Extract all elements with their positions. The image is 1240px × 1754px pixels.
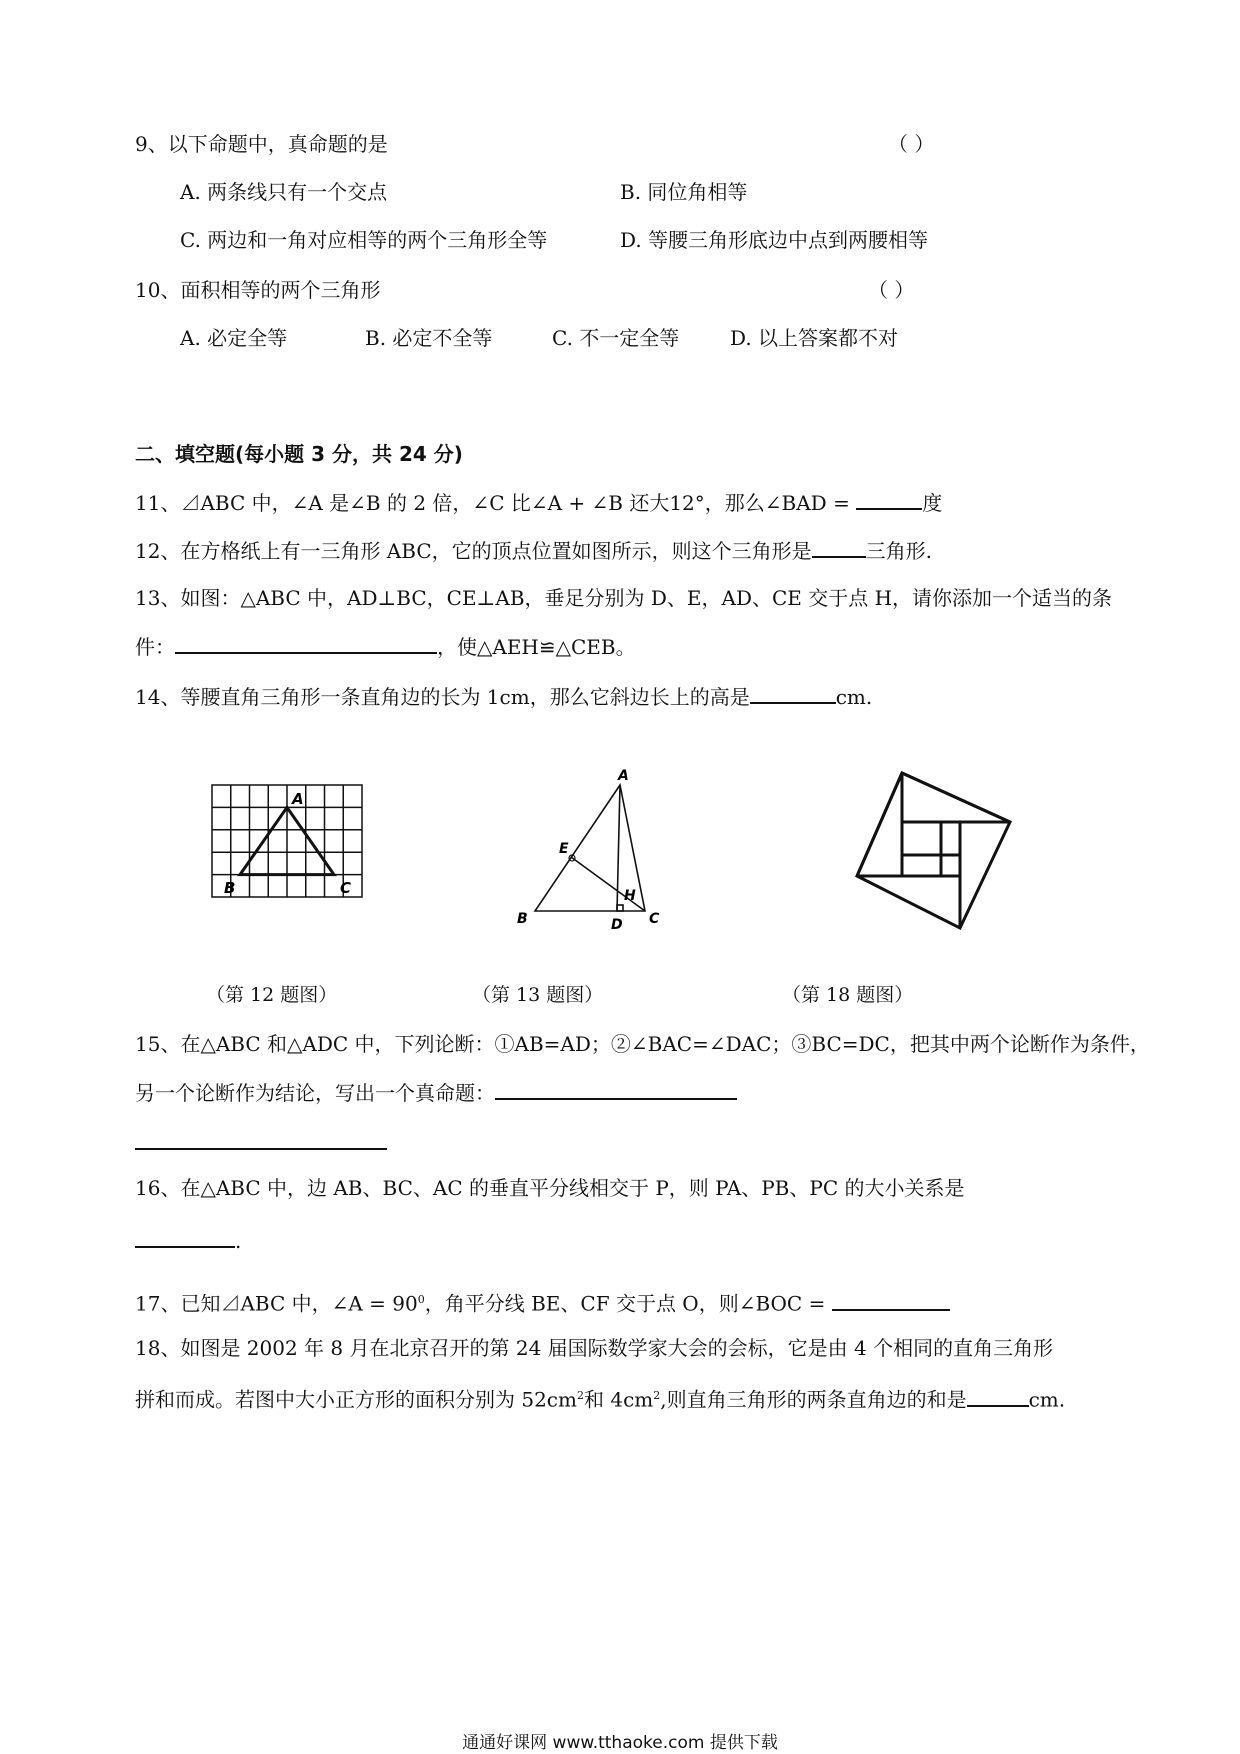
q9-option-a: A. 两条线只有一个交点 — [180, 180, 388, 204]
q13-prefix: 件： — [135, 635, 175, 659]
q10-option-d: D. 以上答案都不对 — [730, 326, 899, 350]
caption-figure-13: （第 13 题图） — [472, 984, 604, 1006]
q18-line2 — [135, 1382, 1065, 1414]
q13-suffix: ，使△AEH≌△CEB。 — [437, 635, 636, 659]
q14 — [135, 682, 872, 711]
q9-option-c: C. 两边和一角对应相等的两个三角形全等 — [180, 228, 548, 252]
q12-unit: 三角形. — [865, 539, 932, 563]
q18-text-c: ,则直角三角形的两条直角边的和是 — [660, 1387, 967, 1412]
figure-13-label-d: D — [611, 917, 623, 933]
q14-unit: cm. — [835, 685, 873, 709]
q10-stem: 10、面积相等的两个三角形 — [135, 278, 381, 302]
q11-text: 11、⊿ABC 中，∠A 是∠B 的 2 倍，∠C 比∠A + ∠B 还大12°，那么∠BAD = — [135, 491, 857, 515]
figure-12-label-b: B — [224, 879, 236, 897]
q12-blank — [812, 536, 866, 558]
section-title: 二、填空题(每小题 3 分，共 24 分) — [135, 442, 463, 466]
q13-line2 — [135, 632, 636, 661]
figure-13-label-h: H — [624, 888, 636, 904]
q14-text: 14、等腰直角三角形一条直角边的长为 1cm，那么它斜边长上的高是 — [135, 685, 750, 709]
figure-13-triangle-altitudes — [505, 765, 675, 937]
q15-answer-line — [135, 1148, 387, 1150]
q17-text-2: ，角平分线 BE、CF 交于点 O，则∠BOC = — [424, 1291, 832, 1316]
q15-line1: 15、在△ABC 和△ADC 中，下列论断：①AB=AD；②∠BAC=∠DAC；③BC=DC，把其中两个论断作为条件， — [135, 1032, 1150, 1056]
q9-option-b: B. 同位角相等 — [620, 180, 748, 204]
figure-13-label-b: B — [517, 911, 528, 927]
page-footer: 通通好课网 www.tthaoke.com 提供下载 — [462, 1733, 778, 1753]
q11-blank — [856, 488, 922, 510]
figure-12-grid-triangle — [210, 783, 365, 903]
q14-blank — [750, 682, 836, 704]
q12-text: 12、在方格纸上有一三角形 ABC，它的顶点位置如图所示，则这个三角形是 — [135, 539, 812, 563]
q17 — [135, 1286, 950, 1318]
figure-18-pinwheel-square — [850, 768, 1020, 930]
q18-blank — [967, 1385, 1029, 1407]
q17-blank — [832, 1289, 950, 1311]
q17-degree-sup: 0 — [417, 1293, 425, 1306]
figure-13-label-e: E — [559, 841, 569, 857]
q9-option-d: D. 等腰三角形底边中点到两腰相等 — [620, 228, 929, 252]
q18-text-a: 拼和而成。若图中大小正方形的面积分别为 52cm — [135, 1387, 577, 1412]
q18-line1: 18、如图是 2002 年 8 月在北京召开的第 24 届国际数学家大会的会标，它是由 4 个相同的直角三角形 — [135, 1336, 1054, 1360]
q16-end: . — [235, 1229, 242, 1253]
q16-blank — [135, 1226, 235, 1248]
q11-unit: 度 — [922, 491, 943, 515]
figure-12-label-a: A — [292, 790, 304, 808]
q10-option-b: B. 必定不全等 — [365, 326, 493, 350]
q16-answer — [135, 1226, 241, 1255]
q13-blank — [175, 632, 437, 654]
figure-13-label-c: C — [649, 911, 660, 927]
caption-figure-12: （第 12 题图） — [206, 984, 338, 1006]
q11 — [135, 488, 942, 517]
figure-12-label-c: C — [340, 879, 352, 897]
q16-line1: 16、在△ABC 中，边 AB、BC、AC 的垂直平分线相交于 P，则 PA、PB、PC 的大小关系是 — [135, 1176, 965, 1200]
q15-blank — [495, 1078, 737, 1100]
q15-line2 — [135, 1078, 737, 1107]
q18-sup-2: 2 — [653, 1389, 661, 1402]
q17-text: 17、已知⊿ABC 中，∠A = 90 — [135, 1291, 418, 1316]
q18-text-b: 和 4cm — [583, 1387, 654, 1412]
q15-prefix: 另一个论断作为结论，写出一个真命题： — [135, 1081, 495, 1105]
figure-13-label-a: A — [618, 768, 629, 784]
q18-unit: cm. — [1028, 1387, 1066, 1412]
q9-answer-paren: （ ） — [888, 132, 935, 156]
q18-sup-1: 2 — [576, 1389, 584, 1402]
q13-line1: 13、如图：△ABC 中，AD⊥BC，CE⊥AB，垂足分别为 D、E，AD、CE 交于点 H，请你添加一个适当的条 — [135, 586, 1113, 610]
q9-stem: 9、以下命题中，真命题的是 — [135, 132, 388, 156]
caption-figure-18: （第 18 题图） — [782, 984, 914, 1006]
q10-answer-paren: （ ） — [868, 278, 915, 302]
q10-option-c: C. 不一定全等 — [552, 326, 680, 350]
q10-option-a: A. 必定全等 — [180, 326, 288, 350]
q12 — [135, 536, 932, 565]
